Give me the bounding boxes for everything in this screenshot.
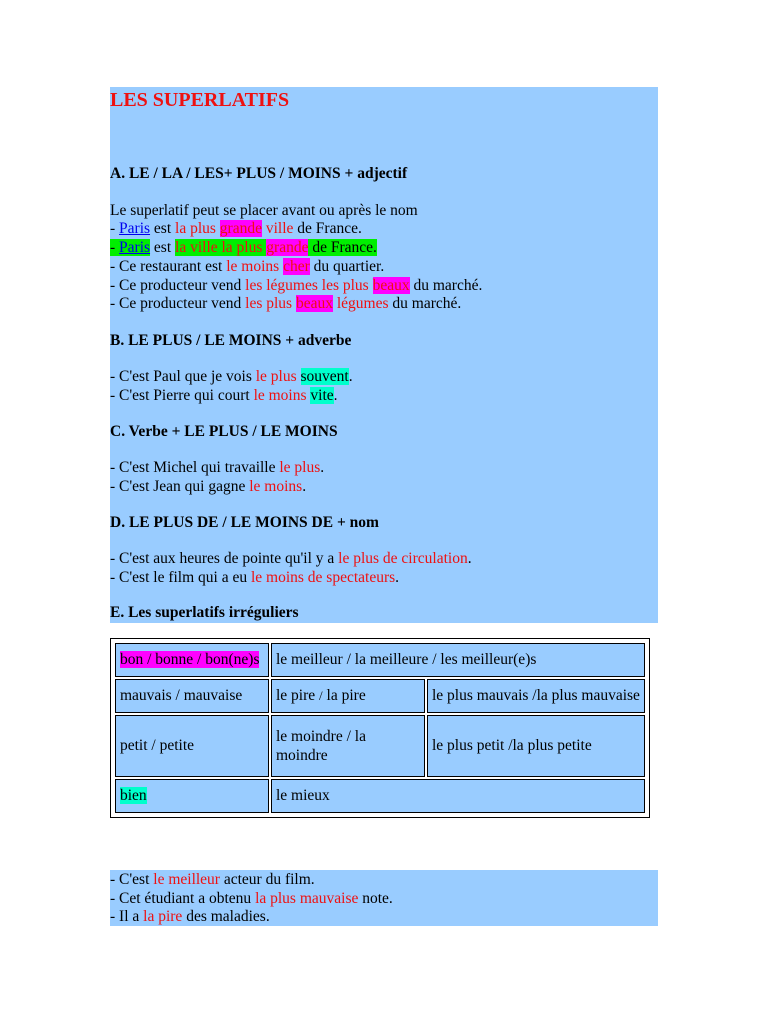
irregular-superlatives-table — [110, 638, 650, 818]
table-cell — [271, 679, 425, 713]
text: est — [150, 220, 176, 237]
noun: ville — [261, 220, 294, 237]
example-line — [110, 276, 482, 295]
separator: / — [319, 688, 323, 704]
example-line — [110, 257, 384, 276]
superlative-marker: la pire — [143, 908, 183, 925]
superlative-marker: le plus — [255, 368, 301, 385]
text: . — [348, 368, 353, 385]
text: - C'est le film qui a eu — [110, 569, 251, 586]
superlative-marker: le moins — [253, 387, 311, 404]
text: note. — [358, 890, 393, 907]
highlighted-adjective: cher — [283, 258, 310, 275]
main-content-block — [110, 87, 658, 623]
text: du marché. — [388, 295, 462, 312]
section-e-heading: E. Les superlatifs irréguliers — [110, 604, 299, 621]
superlative-marker: le meilleur — [153, 871, 220, 888]
table-cell: mauvais / mauvaise — [115, 679, 269, 713]
dash: - — [110, 220, 120, 237]
example-line — [110, 477, 306, 496]
section-d-heading: D. LE PLUS DE / LE MOINS DE + nom — [110, 514, 379, 531]
table-row — [115, 643, 645, 677]
example-line — [110, 386, 338, 405]
highlighted-adverb: bien — [120, 787, 147, 805]
highlighted-adjective: beaux — [372, 277, 410, 294]
text: - C'est — [110, 871, 154, 888]
example-line — [110, 219, 362, 238]
text: - Cet étudiant a obtenu — [110, 890, 256, 907]
superlative-marker: la ville la plus — [175, 239, 267, 256]
text: - Il a — [110, 908, 144, 925]
example-line — [110, 549, 472, 568]
section-a-intro: Le superlatif peut se placer avant ou après le nom — [110, 202, 418, 219]
superlative-marker: le plus — [279, 459, 321, 476]
section-b-heading: B. LE PLUS / LE MOINS + adverbe — [110, 332, 352, 349]
text: . — [333, 387, 338, 404]
text: le pire — [276, 687, 320, 705]
superlative-marker: la plus mauvaise — [255, 890, 359, 907]
examples-block — [110, 870, 658, 926]
superlative-marker: la plus — [175, 220, 220, 237]
example-line — [110, 568, 399, 587]
text: - Ce producteur vend — [110, 295, 246, 312]
text: du marché. — [409, 277, 483, 294]
example-line-highlighted — [110, 238, 377, 257]
highlighted-adjective: grande — [266, 239, 309, 256]
table-cell: le plus petit /la plus petite — [427, 715, 645, 777]
example-line — [110, 458, 324, 477]
text: - C'est Jean qui gagne — [110, 478, 250, 495]
table-cell: le mieux — [271, 779, 645, 813]
table-row — [115, 679, 645, 713]
dash: - — [110, 239, 120, 256]
text: - C'est Michel qui travaille — [110, 459, 280, 476]
highlighted-adverb: souvent — [300, 368, 349, 385]
paris-link[interactable]: Paris — [119, 239, 151, 256]
text: du quartier. — [309, 258, 385, 275]
table-row — [115, 779, 645, 813]
text: de France. — [308, 239, 377, 256]
example-line — [110, 870, 315, 889]
superlative-marker: le plus de circulation — [338, 550, 468, 567]
example-line — [110, 294, 461, 313]
section-c-heading: C. Verbe + LE PLUS / LE MOINS — [110, 423, 338, 440]
superlative-marker: le moins — [226, 258, 284, 275]
superlative-marker: les légumes les plus — [245, 277, 373, 294]
text: . — [320, 459, 325, 476]
text: - Ce producteur vend — [110, 277, 246, 294]
text: des maladies. — [182, 908, 270, 925]
text: - C'est aux heures de pointe qu'il y a — [110, 550, 339, 567]
table-cell: le meilleur / la meilleure / les meilleur(e)s — [271, 643, 645, 677]
text: est — [150, 239, 176, 256]
example-line — [110, 367, 353, 386]
text: - C'est Paul que je vois — [110, 368, 256, 385]
text: . — [467, 550, 472, 567]
example-line — [110, 907, 270, 926]
table-cell: le plus mauvais /la plus mauvaise — [427, 679, 645, 713]
superlative-marker: les plus — [245, 295, 296, 312]
text: . — [302, 478, 307, 495]
text: - Ce restaurant est — [110, 258, 227, 275]
table-row — [115, 715, 645, 777]
table-cell — [115, 779, 269, 813]
text: . — [395, 569, 400, 586]
paris-link[interactable]: Paris — [119, 220, 151, 237]
text: acteur du film. — [219, 871, 315, 888]
text: de France. — [293, 220, 362, 237]
text: - C'est Pierre qui court — [110, 387, 254, 404]
text: la pire — [322, 687, 366, 705]
table-cell: le moindre / la moindre — [271, 715, 425, 777]
table-cell: petit / petite — [115, 715, 269, 777]
highlighted-adverb: vite — [310, 387, 334, 404]
superlative-marker: le moins de spectateurs — [250, 569, 396, 586]
highlighted-adjective: beaux — [295, 295, 333, 312]
noun: légumes — [332, 295, 389, 312]
table-cell — [115, 643, 269, 677]
section-a-heading: A. LE / LA / LES+ PLUS / MOINS + adjectif — [110, 165, 408, 182]
superlative-marker: le moins — [249, 478, 303, 495]
example-line — [110, 889, 393, 908]
highlighted-adjective: grande — [219, 220, 262, 237]
highlighted-adjective: bon / bonne / bon(ne)s — [120, 651, 260, 669]
page-title: LES SUPERLATIFS — [110, 89, 290, 111]
